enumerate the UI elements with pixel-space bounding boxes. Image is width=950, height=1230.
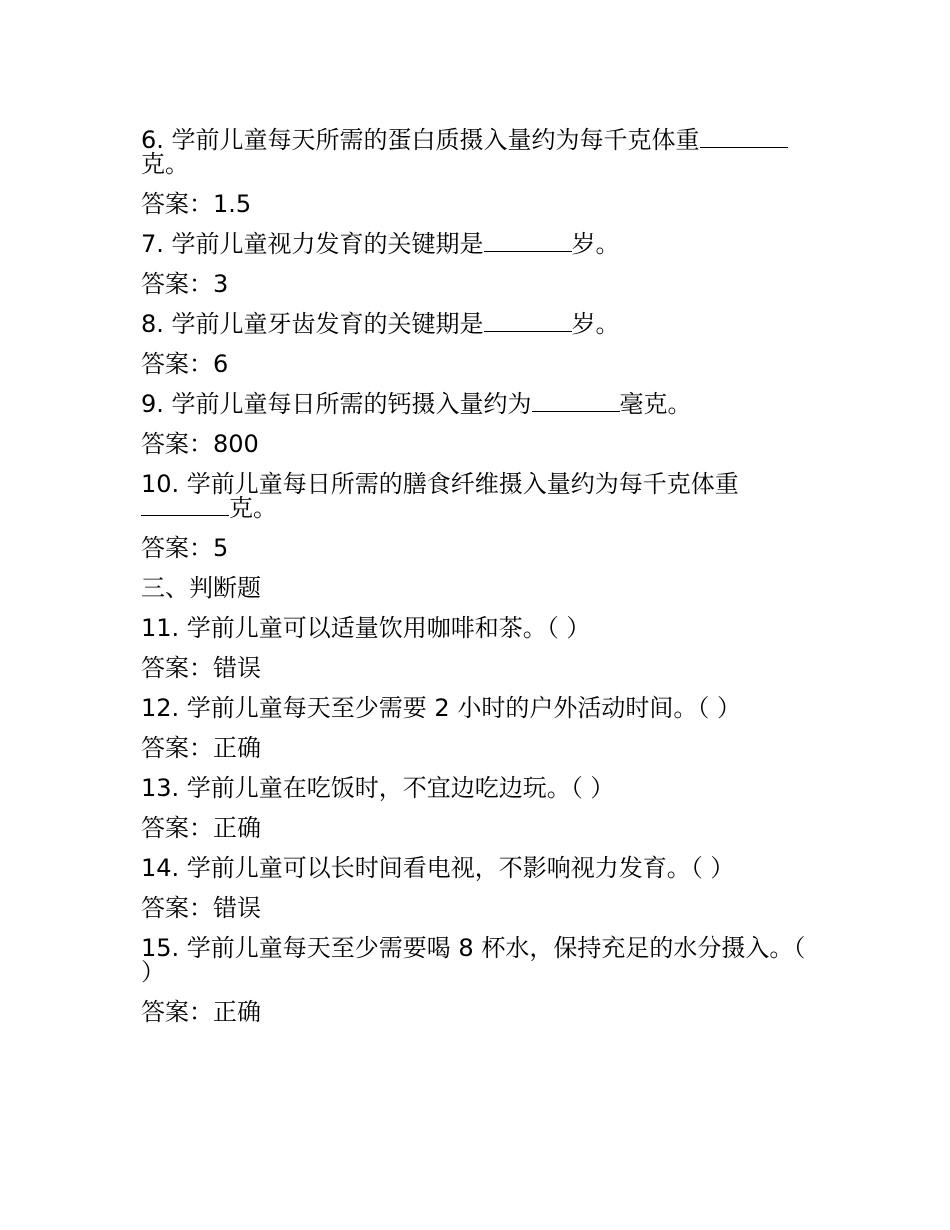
question-line [141,128,811,176]
question-suffix: 克。 [229,494,277,522]
question-suffix: 毫克。 [619,390,692,418]
question-suffix: 克。 [141,150,189,178]
document-content [141,128,811,1040]
question-line [141,616,811,640]
question-text: 10. 学前儿童每日所需的膳食纤维摄入量约为每千克体重 [141,470,739,498]
question-text: 13. 学前儿童在吃饭时，不宜边吃边玩。（ ） [141,774,615,802]
question-line [141,776,811,800]
question-text: 12. 学前儿童每天至少需要 2 小时的户外活动时间。（ ） [141,694,741,722]
fill-in-blank [484,233,572,252]
question-line [141,392,811,416]
question-line [141,232,811,256]
question-text: 15. 学前儿童每天至少需要喝 8 杯水，保持充足的水分摄入。（ ） [141,934,806,986]
fill-in-blank [484,313,572,332]
fill-in-blank [700,129,788,148]
answer-line: 答案：正确 [141,814,261,842]
answer-line: 答案：800 [141,430,259,458]
fill-in-blank [532,393,620,412]
question-line [141,856,811,880]
answer-line: 答案：1.5 [141,190,252,218]
answer-line: 答案：错误 [141,894,261,922]
question-line [141,936,811,984]
question-suffix: 岁。 [571,230,620,258]
question-text: 11. 学前儿童可以适量饮用咖啡和茶。（ ） [141,614,591,642]
section-heading: 三、判断题 [141,574,261,602]
answer-line: 答案：5 [141,534,229,562]
answer-line: 答案：正确 [141,998,261,1026]
answer-line: 答案：3 [141,270,229,298]
question-line [141,472,811,520]
question-suffix: 岁。 [571,310,620,338]
fill-in-blank [141,497,229,516]
question-line [141,312,811,336]
question-text: 7. 学前儿童视力发育的关键期是 [141,230,484,258]
question-text: 8. 学前儿童牙齿发育的关键期是 [141,310,484,338]
question-text: 9. 学前儿童每日所需的钙摄入量约为 [141,390,532,418]
answer-line: 答案：错误 [141,654,261,682]
question-text: 14. 学前儿童可以长时间看电视，不影响视力发育。（ ） [141,854,735,882]
question-line [141,696,811,720]
question-text: 6. 学前儿童每天所需的蛋白质摄入量约为每千克体重 [141,126,700,154]
answer-line: 答案：正确 [141,734,261,762]
answer-line: 答案：6 [141,350,229,378]
